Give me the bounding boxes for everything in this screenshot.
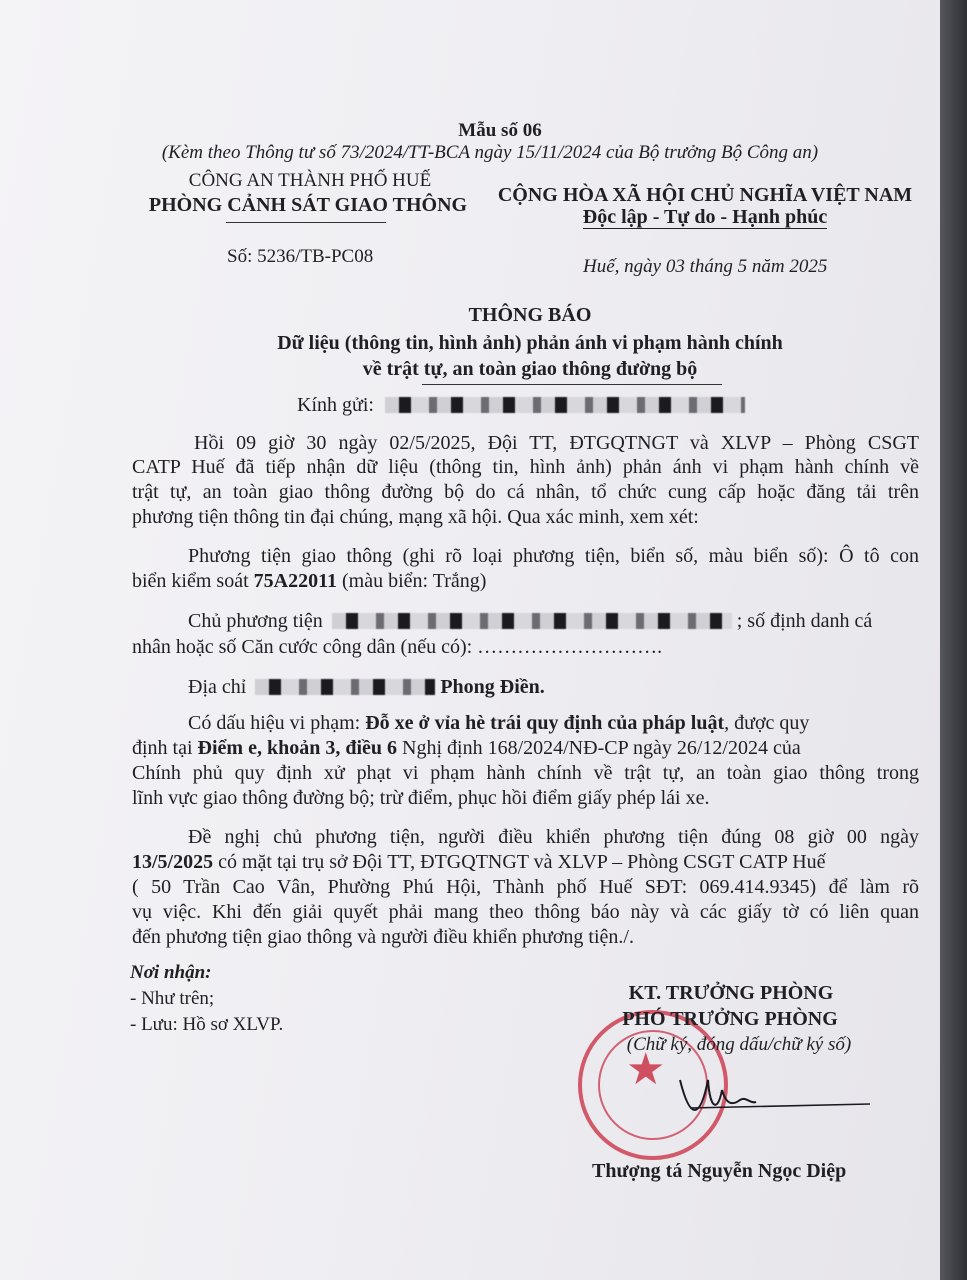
recipient-line — [297, 394, 745, 417]
handwritten-signature — [660, 1060, 880, 1130]
title-underline — [422, 384, 722, 385]
agency-name: PHÒNG CẢNH SÁT GIAO THÔNG — [148, 194, 468, 216]
violation-line-3: Chính phủ quy định xử phạt vi phạm hành chính về trật tự, an toàn giao thông trong — [132, 762, 919, 784]
legal-clause: Điểm e, khoản 3, điều 6 — [197, 737, 398, 759]
vehicle-plate-label: biển kiểm soát — [132, 570, 249, 592]
violation-line-1 — [132, 712, 919, 735]
document-title: THÔNG BÁO — [468, 304, 592, 326]
violation-label: Có dấu hiệu vi phạm: — [188, 712, 361, 734]
redacted-owner — [332, 613, 732, 629]
attach-note: (Kèm theo Thông tư số 73/2024/TT-BCA ngày 15/11/2024 của Bộ trưởng Bộ Công an) — [161, 142, 819, 163]
owner-line-2: nhân hoặc số Căn cước công dân (nếu có): ………………………. — [132, 636, 663, 658]
paragraph-1-line-4: phương tiện thông tin đại chúng, mạng xã hội. Qua xác minh, xem xét: — [132, 506, 699, 528]
desk-background — [940, 0, 967, 1280]
request-line-2-text: có mặt tại trụ sở Đội TT, ĐTGQTNGT và XLVP – Phòng CSGT CATP Huế — [218, 851, 826, 873]
owner-id-label: ; số định danh cá — [736, 610, 873, 632]
violation-basis-label: định tại — [132, 737, 193, 759]
form-number: Mẫu số 06 — [458, 120, 542, 141]
sign-title-2: PHÓ TRƯỞNG PHÒNG — [622, 1008, 838, 1030]
request-line-4: vụ việc. Khi đến giải quyết phải mang theo thông báo này và các giấy tờ có liên quan — [132, 901, 919, 923]
plate-color: (màu biển: Trắng) — [341, 570, 487, 592]
document-number: Số: 5236/TB-PC08 — [227, 246, 374, 267]
recipient-label: Kính gửi: — [297, 394, 374, 416]
place-date: Huế, ngày 03 tháng 5 năm 2025 — [583, 256, 828, 277]
vehicle-line-2 — [132, 570, 919, 593]
violation-line-1-tail: , được quy — [724, 712, 810, 734]
violation-line-2 — [132, 737, 919, 760]
paragraph-1-line-1: Hồi 09 giờ 30 ngày 02/5/2025, Đội TT, ĐTGQTNGT và XLVP – Phòng CSGT — [194, 432, 919, 454]
violation-line-4: lĩnh vực giao thông đường bộ; trừ điểm, phục hồi điểm giấy phép lái xe. — [132, 787, 710, 809]
license-plate: 75A22011 — [253, 570, 337, 592]
owner-label: Chủ phương tiện — [188, 610, 323, 632]
redacted-recipient — [385, 397, 745, 413]
sign-title-1: KT. TRƯỞNG PHÒNG — [628, 982, 834, 1004]
star-icon: ★ — [626, 1045, 666, 1094]
owner-line-1 — [132, 610, 919, 633]
recipients-title: Nơi nhận: — [130, 962, 212, 983]
appointment-date: 13/5/2025 — [132, 851, 214, 873]
recipient-item-2: - Lưu: Hồ sơ XLVP. — [130, 1014, 284, 1035]
request-line-5: đến phương tiện giao thông và người điều khiển phương tiện./. — [132, 926, 634, 948]
request-line-3: ( 50 Trần Cao Vân, Phường Phú Hội, Thành phố Huế SĐT: 069.414.9345) để làm rõ — [132, 876, 919, 898]
address-label: Địa chỉ — [188, 676, 247, 698]
document-subtitle-1: Dữ liệu (thông tin, hình ảnh) phản ánh vi phạm hành chính — [277, 332, 783, 354]
recipient-item-1: - Như trên; — [130, 988, 215, 1009]
request-line-1: Đề nghị chủ phương tiện, người điều khiển phương tiện đúng 08 giờ 00 ngày — [188, 826, 919, 848]
address-line — [132, 676, 919, 699]
vehicle-line-1: Phương tiện giao thông (ghi rõ loại phương tiện, biển số, màu biển số): Ô tô con — [188, 545, 919, 567]
address-district: Phong Điền. — [440, 676, 545, 698]
motto-text: Độc lập - Tự do - Hạnh phúc — [582, 206, 828, 228]
document-subtitle-2 — [300, 358, 760, 381]
decree-reference: Nghị định 168/2024/NĐ-CP ngày 26/12/2024 của — [402, 737, 801, 759]
violation-type: Đỗ xe ở vỉa hè trái quy định của pháp luật — [365, 712, 725, 734]
paragraph-1-line-3: trật tự, an toàn giao thông đường bộ do cá nhân, tổ chức cung cấp hoặc đăng tải trên — [132, 481, 919, 503]
request-line-2 — [132, 851, 919, 874]
paragraph-1-line-2: CATP Huế đã tiếp nhận dữ liệu (thông tin, hình ảnh) phản ánh vi phạm hành chính về — [132, 456, 919, 478]
redacted-address — [255, 679, 435, 695]
sign-note: (Chữ ký, đóng dấu/chữ ký số) — [626, 1034, 852, 1055]
agency-underline — [226, 222, 386, 223]
subtitle-2-text: về trật tự, an toàn giao thông đường bộ — [362, 358, 698, 380]
agency-parent: CÔNG AN THÀNH PHỐ HUẾ — [188, 170, 432, 191]
motto — [560, 206, 850, 229]
country-name: CỘNG HÒA XÃ HỘI CHỦ NGHĨA VIỆT NAM — [497, 184, 913, 206]
signer-name: Thượng tá Nguyễn Ngọc Diệp — [592, 1160, 847, 1182]
